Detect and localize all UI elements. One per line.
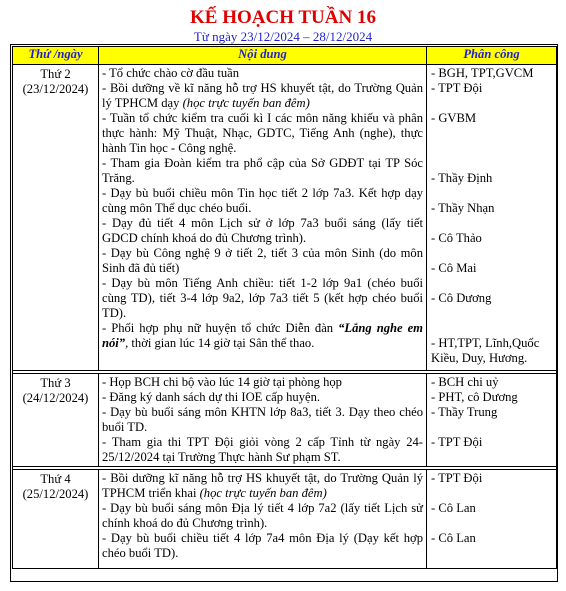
assign-item: - PHT, cô Dương	[431, 390, 518, 404]
content-text: - Dạy bù buổi chiều tiết 4 lớp 7a4 môn Địa lý (Dạy kết hợp chéo buổi TD).	[102, 531, 423, 560]
assign-item: - Cô Dương	[431, 291, 492, 305]
content-text: - Tổ chức chào cờ đầu tuần	[102, 66, 240, 80]
assign-item: - Cô Thảo	[431, 231, 482, 245]
content-text: - Dạy bù buổi sáng môn KHTN lớp 8a3, tiết 3. Dạy theo chéo buổi TD.	[102, 405, 423, 434]
day-cell	[13, 470, 99, 569]
assign-item: - GVBM	[431, 111, 477, 125]
content-item	[102, 471, 423, 501]
table-header-row	[13, 47, 557, 65]
content-text: - Dạy bù Công nghệ 9 ở tiết 2, tiết 3 của môn Sinh (do môn Sinh đã đủ tiết)	[102, 246, 423, 275]
content-text: - Tuần tổ chức kiểm tra cuối kì I các môn năng khiếu và phân thực hành: Mỹ Thuật, Nhạc, GDTC, Tiếng Anh (nghe), thực hành Tin học - Công nghệ.	[102, 111, 423, 155]
content-item	[102, 501, 423, 531]
assign-cell	[427, 374, 557, 467]
day-date: (24/12/2024)	[22, 391, 89, 405]
content-text-after: , thời gian lúc 14 giờ tại Sân thể thao.	[125, 336, 315, 350]
content-text: - Dạy đủ tiết 4 môn Lịch sử ở lớp 7a3 buổi sáng (lấy tiết GDCD chính khoá do đủ Chương trình).	[102, 216, 423, 245]
assign-item: - Cô Lan	[431, 501, 476, 515]
assign-item: - TPT Đội	[431, 81, 483, 95]
assign-item: - Thầy Nhạn	[431, 201, 495, 215]
content-item	[102, 186, 423, 216]
assign-item: - TPT Đội	[431, 471, 483, 485]
content-item	[102, 246, 423, 276]
day-cell	[13, 65, 99, 371]
table-row	[13, 65, 557, 371]
assign-item: - BCH chi uỷ	[431, 375, 499, 389]
content-text: - Tham gia thi TPT Đội giỏi vòng 2 cấp Tỉnh từ ngày 24-25/12/2024 tại Trường Thực hành Sư phạm ST.	[102, 435, 423, 464]
content-text: - Đăng ký danh sách dự thi IOE cấp huyện.	[102, 390, 321, 404]
content-cell	[99, 470, 427, 569]
content-cell	[99, 65, 427, 371]
content-item	[102, 435, 423, 465]
content-item	[102, 531, 423, 561]
table-row	[13, 374, 557, 467]
assign-cell	[427, 65, 557, 371]
content-text: - Bồi dưỡng về kĩ năng hỗ trợ HS khuyết tật, do Trường Quản lý TPHCM dạy	[102, 81, 423, 110]
content-item	[102, 390, 423, 405]
header-content: Nội dung	[99, 47, 427, 65]
assign-item: - Cô Lan	[431, 531, 476, 545]
content-item	[102, 81, 423, 111]
content-text: - Dạy bù buổi chiều môn Tin học tiết 2 lớp 7a3. Kết hợp dạy cùng môn Thể dục chéo buổi.	[102, 186, 423, 215]
content-note: (học trực tuyến ban đêm)	[199, 486, 327, 500]
header-day: Thứ /ngày	[13, 47, 99, 65]
page-title: KẾ HOẠCH TUẦN 16	[190, 7, 376, 28]
assign-item: - Cô Mai	[431, 261, 477, 275]
content-text: - Bồi dưỡng kĩ năng hỗ trợ HS khuyết tật, do Trường Quản lý TPHCM triển khai	[102, 471, 423, 500]
day-cell	[13, 374, 99, 467]
day-date: (25/12/2024)	[22, 487, 89, 501]
content-item	[102, 156, 423, 186]
day-label: Thứ 4	[40, 472, 71, 486]
content-item	[102, 216, 423, 246]
assign-item: - HT,TPT, Lĩnh,Quốc Kiều, Duy, Hương.	[431, 336, 540, 365]
content-text: - Phối hợp phụ nữ huyện tổ chức Diễn đàn	[102, 321, 339, 335]
table-body	[13, 65, 557, 569]
content-item	[102, 321, 423, 351]
content-item	[102, 111, 423, 156]
assign-item: - Thầy Trung	[431, 405, 498, 419]
content-text: - Dạy bù môn Tiếng Anh chiều: tiết 1-2 lớp 9a1 (chéo buổi cùng TD), tiết 3-4 lớp 9a2, lớp 7a3 tiết 5 (kết hợp chéo buổi TD).	[102, 276, 423, 320]
assign-item: - TPT Đội	[431, 435, 483, 449]
day-label: Thứ 2	[40, 67, 71, 81]
content-text: - Họp BCH chi bộ vào lúc 14 giờ tại phòng họp	[102, 375, 342, 389]
header-assign: Phân công	[427, 47, 557, 65]
assign-item: - Thầy Định	[431, 171, 493, 185]
content-text: - Tham gia Đoàn kiểm tra phổ cập của Sở GDĐT tại TP Sóc Trăng.	[102, 156, 423, 185]
assign-item: - BGH, TPT,GVCM	[431, 66, 534, 80]
content-item	[102, 375, 423, 390]
content-item	[102, 276, 423, 321]
day-date: (23/12/2024)	[22, 82, 89, 96]
content-note: (học trực tuyến ban đêm)	[182, 96, 310, 110]
content-text: - Dạy bù buổi sáng môn Địa lý tiết 4 lớp 7a2 (lấy tiết Lịch sử chính khoá do đủ Chương trình).	[102, 501, 423, 530]
content-item	[102, 66, 423, 81]
content-cell	[99, 374, 427, 467]
weekly-plan-table	[12, 46, 557, 569]
content-item	[102, 405, 423, 435]
table-row	[13, 470, 557, 569]
assign-cell	[427, 470, 557, 569]
page-subtitle: Từ ngày 23/12/2024 – 28/12/2024	[193, 29, 373, 44]
day-label: Thứ 3	[40, 376, 71, 390]
content-event-title: “Lắng nghe em nói”	[102, 321, 423, 350]
